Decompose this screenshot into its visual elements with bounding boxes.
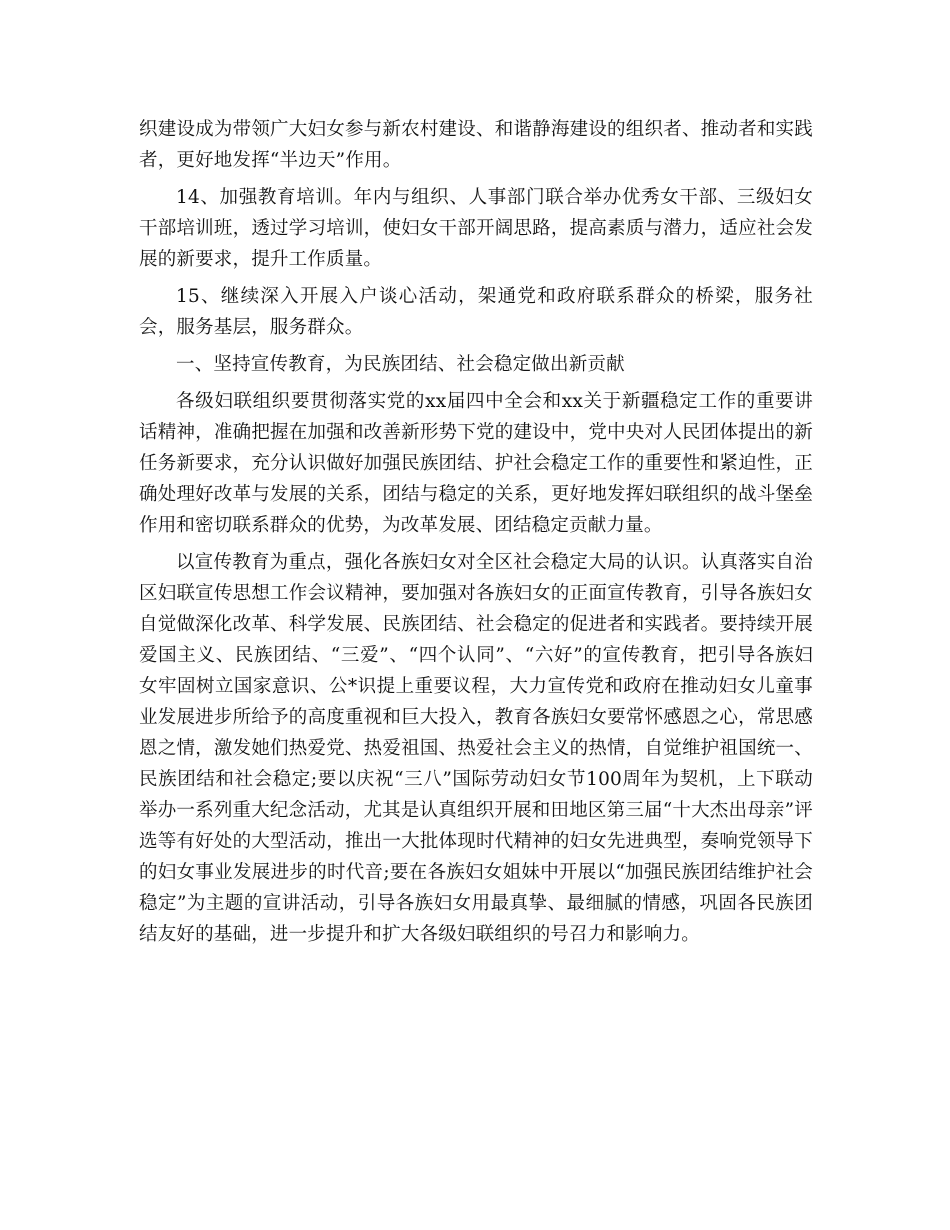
paragraph-item-15: 15、继续深入开展入户谈心活动，架通党和政府联系群众的桥梁，服务社会，服务基层，服务群众。 <box>139 286 813 338</box>
paragraph-item-14: 14、加强教育培训。年内与组织、人事部门联合举办优秀女干部、三级妇女干部培训班，透过学习培训，使妇女干部开阔思路，提高素质与潜力，适应社会发展的新要求，提升工作质量。 <box>139 187 813 270</box>
section-heading: 一、坚持宣传教育，为民族团结、社会稳定做出新贡献 <box>176 354 625 375</box>
paragraph-body-2: 以宣传教育为重点，强化各族妇女对全区社会稳定大局的认识。认真落实自治区妇联宣传思想工作会议精神，要加强对各族妇女的正面宣传教育，引导各族妇女自觉做深化改革、科学发展、民族团结、社会稳定的促进者和实践者。要持续开展爱国主义、民族团结、“三爱”、“四个认同”、“六好”的宣传教育，把引导各族妇女牢固树立国家意识、公*识提上重要议程，大力宣传党和政府在推动妇女儿童事业发展进步所给予的高度重视和巨大投入，教育各族妇女要常怀感恩之心，常思感恩之情，激发她们热爱党、热爱祖国、热爱社会主义的热情，自觉维护祖国统一、民族团结和社会稳定;要以庆祝“三八”国际劳动妇女节100周年为契机，上下联动举办一系列重大纪念活动，尤其是认真组织开展和田地区第三届“十大杰出母亲”评选等有好处的大型活动，推出一大批体现时代精神的妇女先进典型，奏响党领导下的妇女事业发展进步的时代音;要在各族妇女姐妹中开展以“加强民族团结维护社会稳定”为主题的宣讲活动，引导各族妇女用最真挚、最细腻的情感，巩固各民族团结友好的基础，进一步提升和扩大各级妇联组织的号召力和影响力。 <box>139 552 813 945</box>
document-body <box>139 114 813 956</box>
paragraph-continuation: 织建设成为带领广大妇女参与新农村建设、和谐静海建设的组织者、推动者和实践者，更好地发挥“半边天”作用。 <box>139 119 813 171</box>
paragraph-body-1: 各级妇联组织要贯彻落实党的xx届四中全会和xx关于新疆稳定工作的重要讲话精神，准确把握在加强和改善新形势下党的建设中，党中央对人民团体提出的新任务新要求，充分认识做好加强民族团结、护社会稳定工作的重要性和紧迫性，正确处理好改革与发展的关系，团结与稳定的关系，更好地发挥妇联组织的战斗堡垒作用和密切联系群众的优势，为改革发展、团结稳定贡献力量。 <box>139 391 813 536</box>
